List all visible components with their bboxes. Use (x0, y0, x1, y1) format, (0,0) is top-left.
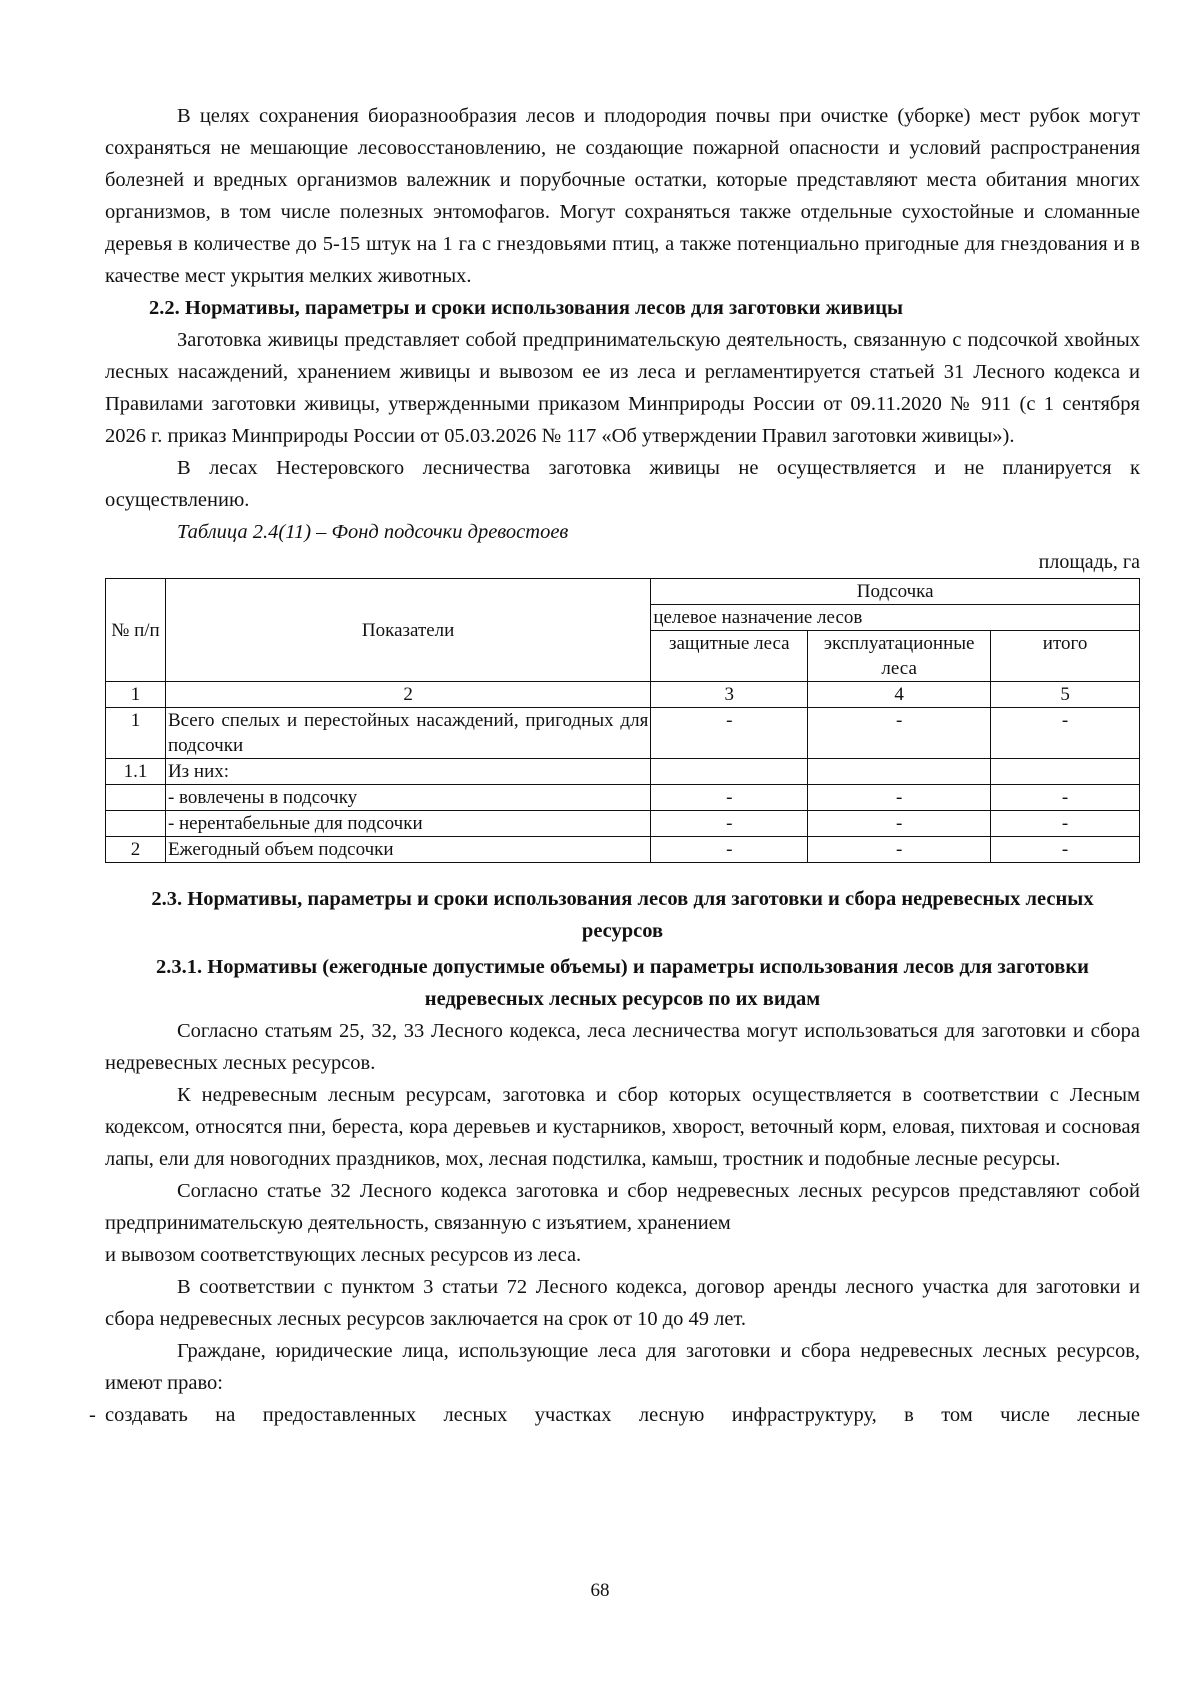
col-number: 1 (106, 682, 166, 708)
paragraph-lease-term: В соответствии с пунктом 3 статьи 72 Лесного кодекса, договор аренды лесного участка для заготовки и сбора недревесных лесных ресурсов заключается на срок от 10 до 49 лет. (105, 1276, 1140, 1330)
row-label: Из них: (165, 759, 650, 785)
header-indicator: Показатели (165, 579, 650, 682)
row-value: - (651, 708, 808, 759)
table-row (106, 759, 1140, 785)
paragraph-resin-not-planned: В лесах Нестеровского лесничества заготовка живицы не осуществляется и не планируется к осуществлению. (105, 457, 1140, 511)
row-value: - (651, 811, 808, 837)
row-label: - вовлечены в подсочку (165, 785, 650, 811)
row-num: 1.1 (106, 759, 166, 785)
row-num (106, 811, 166, 837)
row-num: 1 (106, 708, 166, 759)
table-caption: Таблица 2.4(11) – Фонд подсочки древостоев (177, 521, 569, 543)
table-row (106, 811, 1140, 837)
table-header-row (106, 579, 1140, 605)
row-value: - (651, 785, 808, 811)
list-dash: - (89, 1404, 96, 1426)
row-label: Всего спелых и перестойных насаждений, пригодных для подсочки (165, 708, 650, 759)
row-label: - нерентабельные для подсочки (165, 811, 650, 837)
list-item (89, 1399, 1140, 1431)
page-number: 68 (590, 1580, 610, 1601)
row-value: - (808, 785, 991, 811)
table-row (106, 837, 1140, 863)
row-value: - (991, 785, 1140, 811)
header-protective: защитные леса (651, 631, 808, 682)
col-number: 5 (991, 682, 1140, 708)
row-value (991, 759, 1140, 785)
paragraph-nonwood-resources: К недревесным лесным ресурсам, заготовка и сбор которых осуществляется в соответствии с Лесным кодексом, относятся пни, береста, кора деревьев и кустарников, хворост, веточный корм, еловая, пихтовая и сосновая лапы, ели для новогодних праздников, мох, лесная подстилка, камыш, тростник и подобные лесные ресурсы. (105, 1084, 1140, 1170)
paragraph-rights: Граждане, юридические лица, использующие леса для заготовки и сбора недревесных лесных ресурсов, имеют право: (105, 1340, 1140, 1394)
section-2-3-heading: 2.3. Нормативы, параметры и сроки использования лесов для заготовки и сбора недревесных лесных ресурсов (151, 888, 1094, 942)
section-2-2-heading: 2.2. Нормативы, параметры и сроки использования лесов для заготовки живицы (149, 297, 904, 319)
row-value: - (808, 837, 991, 863)
table-row (106, 708, 1140, 759)
paragraph-nonwood-use: Согласно статьям 25, 32, 33 Лесного кодекса, леса лесничества могут использоваться для заготовки и сбора недревесных лесных ресурсов. (105, 1020, 1140, 1074)
row-value: - (651, 837, 808, 863)
header-group: Подсочка (651, 579, 1140, 605)
table-row (106, 785, 1140, 811)
header-subgroup: целевое назначение лесов (651, 605, 1140, 631)
list-item-text: создавать на предоставленных лесных участках лесную инфраструктуру, в том числе лесные (105, 1404, 1140, 1426)
row-value (651, 759, 808, 785)
header-exploitation: эксплуатационные леса (808, 631, 991, 682)
paragraph-article-32: Согласно статье 32 Лесного кодекса заготовка и сбор недревесных лесных ресурсов представляют собой предпринимательскую деятельность, связанную с изъятием, хранением (105, 1180, 1140, 1234)
document-page (89, 100, 1140, 1431)
paragraph-resin-harvesting: Заготовка живицы представляет собой предпринимательскую деятельность, связанную с подсочкой хвойных лесных насаждений, хранением живицы и вывозом ее из леса и регламентируется статьей 31 Лесного кодекса и Правилами заготовки живицы, утвержденными приказом Минприроды России от 09.11.2020 № 911 (с 1 сентября 2026 г. приказ Минприроды России от 05.03.2026 № 117 «Об утверждении Правил заготовки живицы»). (105, 329, 1140, 447)
row-value (808, 759, 991, 785)
section-2-3 (89, 883, 1140, 1431)
col-number: 2 (165, 682, 650, 708)
col-number: 3 (651, 682, 808, 708)
row-num (106, 785, 166, 811)
paragraph-article-32-end: и вывозом соответствующих лесных ресурсов из леса. (105, 1244, 582, 1266)
paragraph-biodiversity: В целях сохранения биоразнообразия лесов и плодородия почвы при очистке (уборке) мест рубок могут сохраняться не мешающие лесовосстановлению, не создающие пожарной опасности и условий распространения болезней и вредных организмов валежник и порубочные остатки, которые представляют места обитания многих организмов, в том числе полезных энтомофагов. Могут сохраняться также отдельные сухостойные и сломанные деревья в количестве до 5-15 штук на 1 га с гнездовьями птиц, а также потенциально пригодные для гнездования и в качестве мест укрытия мелких животных. (105, 105, 1140, 287)
row-value: - (991, 708, 1140, 759)
row-label: Ежегодный объем подсочки (165, 837, 650, 863)
table-unit: площадь, га (1038, 551, 1140, 573)
row-value: - (808, 811, 991, 837)
row-value: - (808, 708, 991, 759)
col-number: 4 (808, 682, 991, 708)
header-total: итого (991, 631, 1140, 682)
section-2-3-1-heading: 2.3.1. Нормативы (ежегодные допустимые объемы) и параметры использования лесов для заготовки недревесных лесных ресурсов по их видам (156, 956, 1089, 1010)
header-num: № п/п (106, 579, 166, 682)
row-value: - (991, 811, 1140, 837)
row-num: 2 (106, 837, 166, 863)
row-value: - (991, 837, 1140, 863)
table-column-number-row (106, 682, 1140, 708)
tapping-fund-table (105, 578, 1140, 863)
